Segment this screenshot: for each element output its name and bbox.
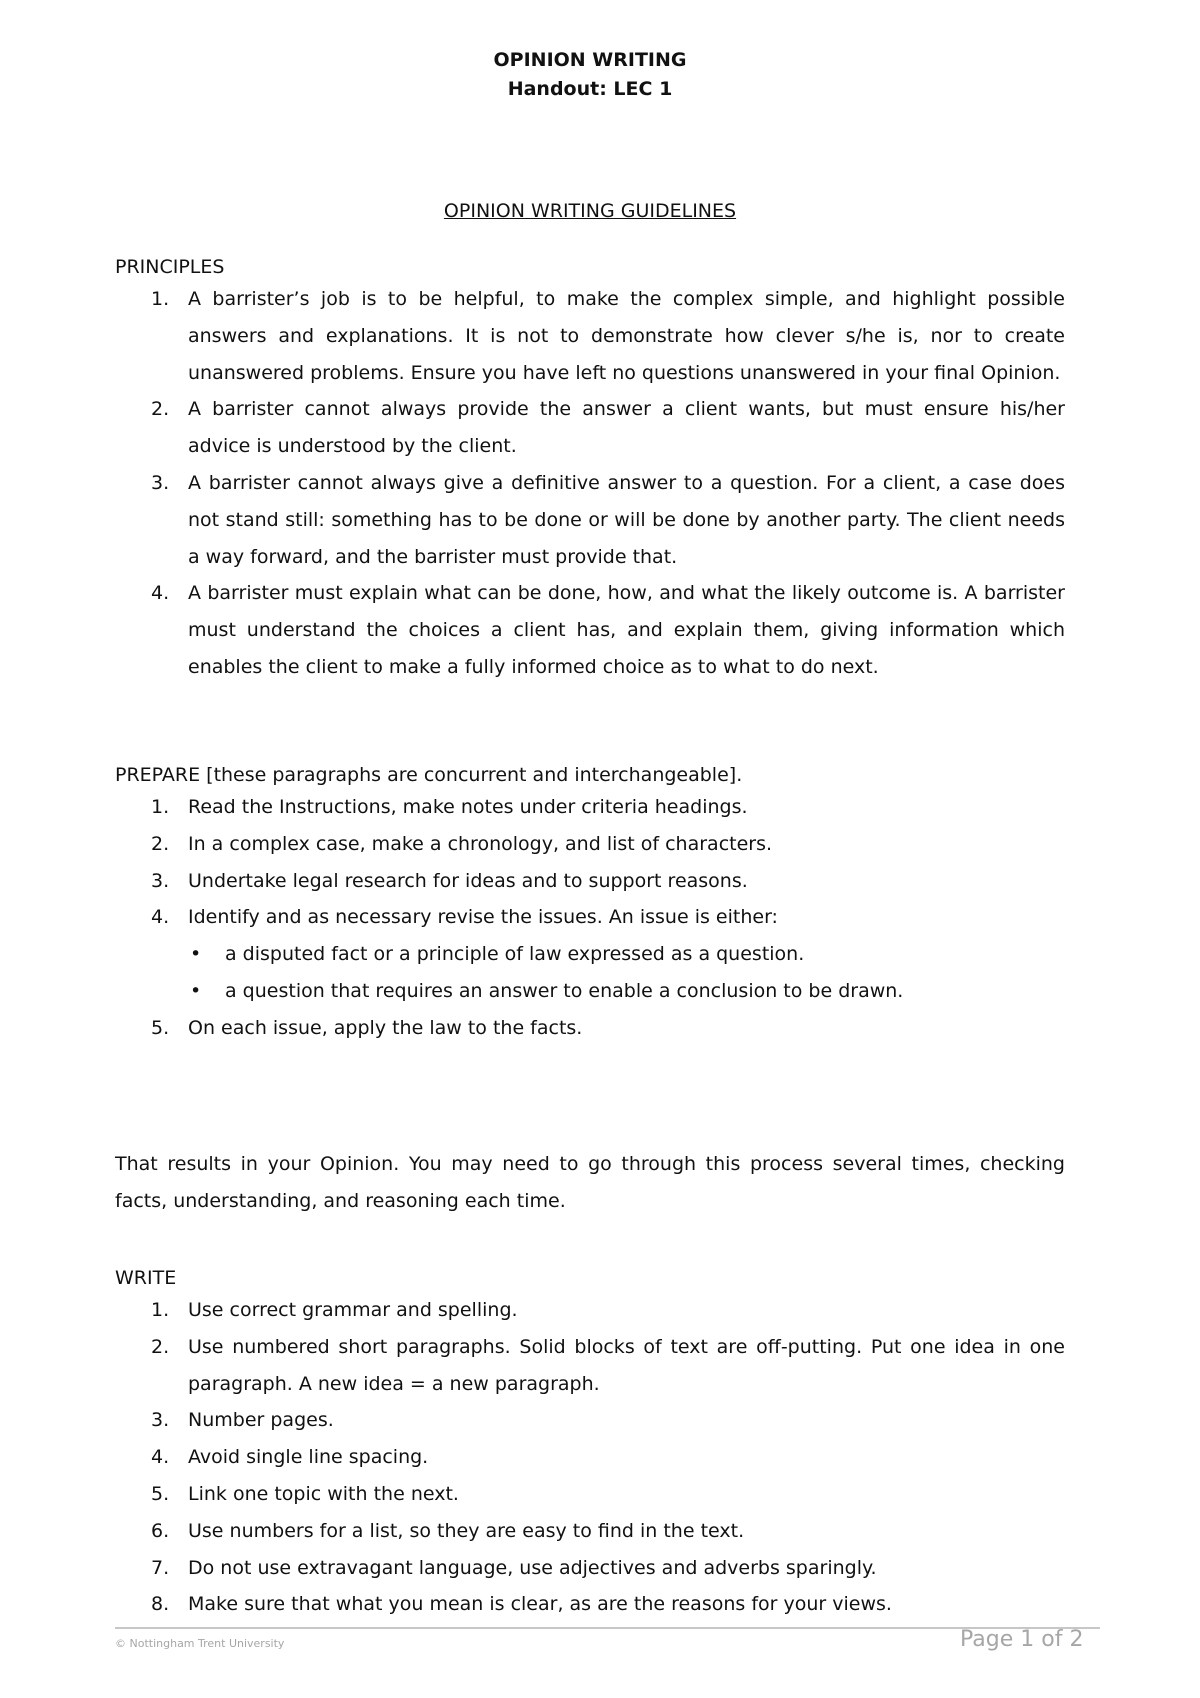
list-item-text: Number pages.	[188, 1409, 334, 1432]
list-item-text: A barrister must explain what can be done, how, and what the likely outcome is. A barrister must understand the choices a client has, and explain them, giving information which enables the client to make a fully informed choice as to what to do next.	[188, 582, 1065, 678]
prepare-heading: PREPARE [these paragraphs are concurrent and interchangeable].	[115, 764, 743, 786]
issue-bullet-list	[188, 936, 1065, 1010]
list-number: 2.	[151, 1335, 170, 1358]
principles-heading: PRINCIPLES	[115, 256, 225, 278]
list-item-text: In a complex case, make a chronology, and list of characters.	[188, 832, 773, 855]
list-item	[115, 465, 1065, 575]
list-item-text: A barrister’s job is to be helpful, to make the complex simple, and highlight possible answers and explanations. It is not to demonstrate how clever s/he is, nor to create unanswered problems. Ensure you have left no questions unanswered in your final Opinion.	[188, 288, 1065, 384]
list-item	[115, 1476, 1065, 1513]
list-number: 3.	[151, 869, 170, 892]
list-number: 7.	[151, 1556, 170, 1579]
bullet-icon: •	[190, 979, 202, 1002]
principles-list	[115, 281, 1065, 686]
list-item-text: Use correct grammar and spelling.	[188, 1299, 518, 1321]
footer-divider	[115, 1627, 1100, 1629]
bullet-text: a disputed fact or a principle of law expressed as a question.	[225, 943, 805, 966]
list-item-text: On each issue, apply the law to the facts.	[188, 1016, 583, 1039]
list-number: 5.	[151, 1016, 170, 1039]
footer-copyright: © Nottingham Trent University	[115, 1637, 285, 1650]
list-number: 8.	[151, 1593, 170, 1616]
list-item	[115, 899, 1065, 1009]
list-item	[115, 1292, 1065, 1329]
list-number: 3.	[151, 471, 170, 494]
list-item	[115, 826, 1065, 863]
list-number: 6.	[151, 1519, 170, 1542]
list-item	[115, 789, 1065, 826]
list-number: 4.	[151, 1446, 170, 1469]
list-item	[115, 575, 1065, 685]
list-item	[115, 391, 1065, 465]
list-item	[115, 1513, 1065, 1550]
bullet-item	[188, 973, 1065, 1010]
list-number: 2.	[151, 832, 170, 855]
list-number: 1.	[151, 288, 170, 310]
page-number: Page 1 of 2	[960, 1627, 1084, 1652]
list-item-text: Undertake legal research for ideas and to support reasons.	[188, 869, 748, 892]
list-item	[115, 1439, 1065, 1476]
write-list	[115, 1292, 1065, 1623]
list-number: 3.	[151, 1409, 170, 1432]
header-subtitle: Handout: LEC 1	[507, 78, 673, 100]
list-item-text: Do not use extravagant language, use adjectives and adverbs sparingly.	[188, 1556, 877, 1579]
list-number: 4.	[151, 906, 170, 929]
prepare-list	[115, 789, 1065, 1047]
list-item	[115, 1329, 1065, 1403]
list-item-text: Avoid single line spacing.	[188, 1446, 429, 1469]
list-item-text: A barrister cannot always give a definitive answer to a question. For a client, a case does not stand still: something has to be done or will be done by another party. The client needs a way forward, and the barrister must provide that.	[188, 471, 1065, 568]
list-item	[115, 1010, 1065, 1047]
bullet-icon: •	[190, 943, 202, 966]
list-item	[115, 1550, 1065, 1587]
list-item-text: Use numbers for a list, so they are easy to find in the text.	[188, 1519, 745, 1542]
bullet-item	[188, 936, 1065, 973]
page-title: OPINION WRITING GUIDELINES	[443, 200, 737, 222]
bullet-text: a question that requires an answer to enable a conclusion to be drawn.	[225, 979, 904, 1002]
document-header	[115, 46, 1065, 104]
list-item	[115, 1402, 1065, 1439]
list-number: 5.	[151, 1482, 170, 1505]
list-item-text: Use numbered short paragraphs. Solid blocks of text are off-putting. Put one idea in one paragraph. A new idea = a new paragraph.	[188, 1335, 1065, 1395]
list-item-text: Identify and as necessary revise the issues. An issue is either:	[188, 906, 778, 929]
list-item-text: Make sure that what you mean is clear, as are the reasons for your views.	[188, 1593, 892, 1616]
list-number: 1.	[151, 796, 170, 818]
list-item-text: Link one topic with the next.	[188, 1482, 459, 1505]
list-number: 1.	[151, 1299, 170, 1321]
conclusion-paragraph: That results in your Opinion. You may need to go through this process several times, checking facts, understanding, and reasoning each time.	[115, 1153, 1065, 1212]
list-item-text: Read the Instructions, make notes under criteria headings.	[188, 796, 748, 818]
list-number: 4.	[151, 582, 170, 605]
list-item-text: A barrister cannot always provide the answer a client wants, but must ensure his/her advice is understood by the client.	[188, 398, 1065, 458]
write-heading: WRITE	[115, 1267, 177, 1289]
list-item	[115, 1586, 1065, 1623]
header-title: OPINION WRITING	[493, 49, 687, 71]
list-item	[115, 863, 1065, 900]
list-number: 2.	[151, 398, 170, 421]
list-item	[115, 281, 1065, 391]
